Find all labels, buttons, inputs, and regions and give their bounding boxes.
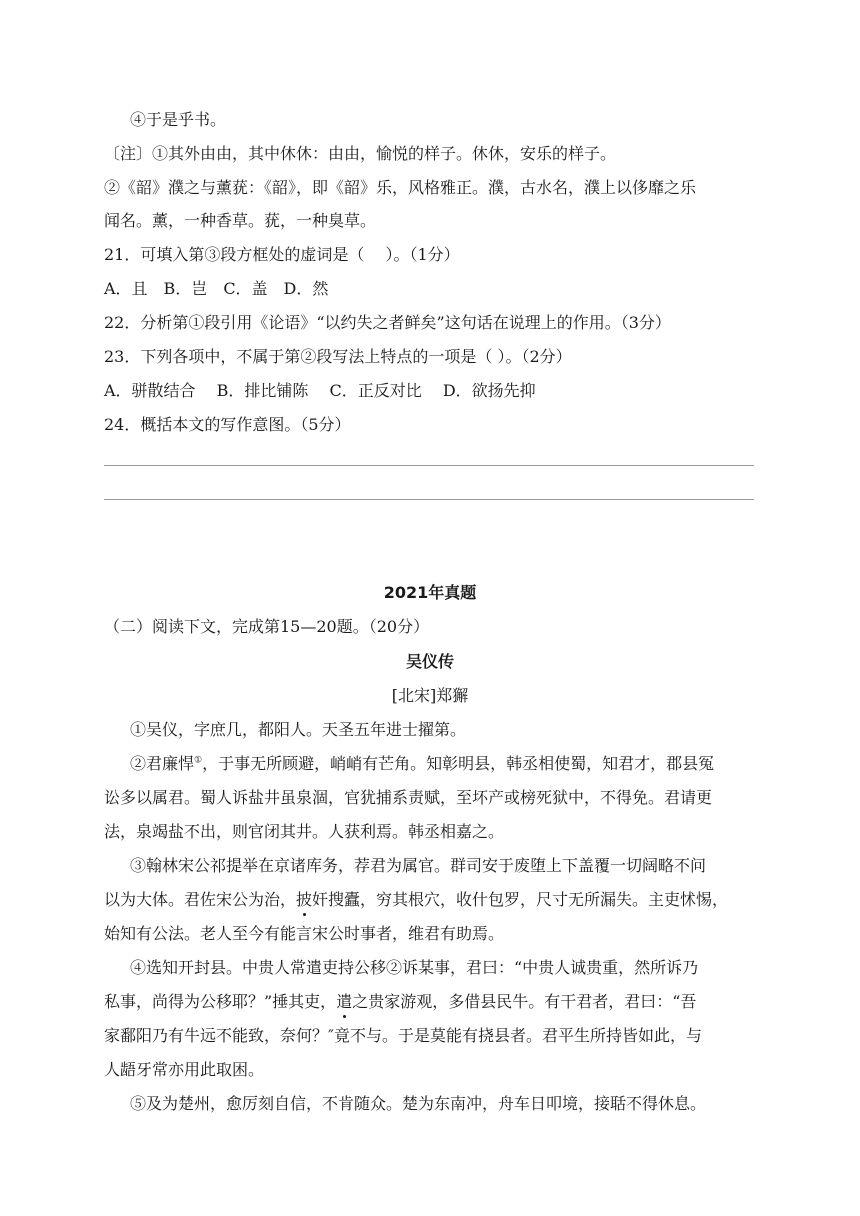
question-21: 21．可填入第③段方框处的虚词是（ ）。（1分） bbox=[104, 245, 460, 264]
emphasis-dot-char: 遣 bbox=[336, 992, 353, 1011]
question-23: 23．下列各项中，不属于第②段写法上特点的一项是（ ）。（2分） bbox=[104, 347, 572, 366]
answer-line bbox=[104, 465, 754, 466]
paragraph-2-line: 法，泉竭盐不出，则官闭其井。人获利焉。韩丞相嘉之。 bbox=[104, 822, 505, 841]
text-run: 私事，尚得为公移耶？”捶其吏， bbox=[104, 992, 337, 1011]
paragraph-3-line bbox=[104, 890, 728, 910]
text-line: ④于是乎书。 bbox=[130, 110, 227, 129]
answer-line bbox=[104, 499, 754, 500]
text-run: ，于事无所顾避，峭峭有芒角。知彰明县，韩丞相使蜀，知君才，郡县冤 bbox=[202, 754, 715, 773]
text-run: 以为大体。君佐宋公为治， bbox=[104, 890, 297, 909]
note-line: 〔注〕①其外由由，其中休休：由由，愉悦的样子。休休，安乐的样子。 bbox=[104, 144, 617, 163]
question-22: 22．分析第①段引用《论语》“以约失之者鲜矣”这句话在说理上的作用。（3分） bbox=[104, 313, 671, 332]
paragraph-4-line: ④选知开封县。中贵人常遣吏持公移②诉某事，君曰：“中贵人诚贵重，然所诉乃 bbox=[130, 958, 699, 977]
paragraph-1: ①吴仪，字庶几，都阳人。天圣五年进士擢第。 bbox=[130, 720, 467, 739]
text-run: 之贵家游观，多借县民牛。有干君者，君曰：“吾 bbox=[352, 992, 697, 1011]
note-line: 闻名。薰，一种香草。莸，一种臭草。 bbox=[104, 211, 377, 230]
section-intro: （二）阅读下文，完成第15—20题。（20分） bbox=[104, 617, 430, 636]
paragraph-3-line: 始知有公法。老人至今有能言宋公时事者，维君有助焉。 bbox=[104, 924, 505, 943]
question-23-options: A．骈散结合 B．排比铺陈 C．正反对比 D．欲扬先抑 bbox=[104, 381, 536, 400]
note-line: ②《韶》濮之与薰莸：《韶》，即《韶》乐，风格雅正。濮，古水名，濮上以侈靡之乐 bbox=[104, 178, 697, 197]
paragraph-5-line: ⑤及为楚州，愈厉刻自信，不肯随众。楚为东南冲，舟车日叩境，接聒不得休息。 bbox=[130, 1094, 707, 1113]
paragraph-2-line: 讼多以属君。蜀人诉盐井虽泉涸，官犹捕系责赋，至坏产或榜死狱中，不得免。君请更 bbox=[104, 788, 713, 807]
paragraph-2-line bbox=[130, 754, 714, 774]
paragraph-4-line: 家鄱阳乃有牛远不能致，奈何？″竟不与。于是莫能有挠县者。君平生所持皆如此，与 bbox=[104, 1026, 702, 1045]
section-title: 2021年真题 bbox=[383, 583, 477, 602]
question-24: 24．概括本文的写作意图。（5分） bbox=[104, 415, 351, 434]
text-run: ②君廉悍 bbox=[130, 754, 195, 773]
footnote-marker: ① bbox=[194, 755, 203, 766]
article-title: 吴仪传 bbox=[405, 652, 454, 671]
article-author: [北宋]郑獬 bbox=[391, 686, 469, 705]
paragraph-4-line: 人龉牙常亦用此取困。 bbox=[104, 1060, 265, 1079]
paragraph-3-line: ③翰林宋公祁提举在京诸库务，荐君为属官。群司安于废堕上下盖覆一切阔略不问 bbox=[130, 856, 707, 875]
emphasis-dot-char: 披 bbox=[296, 890, 313, 909]
text-run: 奸搜蠹，穷其根穴，收什包罗，尺寸无所漏失。主吏怵惕， bbox=[312, 890, 729, 909]
question-21-options: A．且 B．岂 C．盖 D．然 bbox=[104, 279, 329, 298]
paragraph-4-line bbox=[104, 992, 696, 1012]
